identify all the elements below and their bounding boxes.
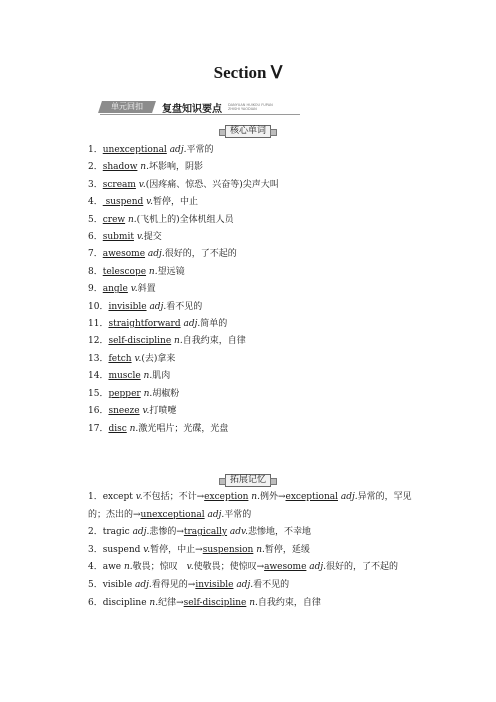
vocab-item — [88, 281, 279, 298]
part-of-speech: v. — [135, 492, 143, 502]
part-of-speech: n. — [248, 492, 260, 502]
part-of-speech: adj. — [135, 579, 152, 590]
vocab-number: 1． — [88, 145, 103, 155]
vocab-number: 9． — [88, 284, 103, 295]
vocab-pos: adj. — [169, 145, 187, 155]
extend-text: 使敬畏；使惊叹→ — [193, 562, 265, 573]
derived-word: invisible — [195, 579, 234, 590]
part-of-speech: n. — [246, 597, 258, 608]
part-of-speech: adj. — [204, 509, 225, 520]
part-of-speech: v. — [186, 562, 194, 573]
vocab-number: 8． — [88, 266, 103, 277]
core-words-list — [88, 142, 279, 438]
vocab-number: 15． — [88, 388, 109, 399]
vocab-pos: v. — [142, 406, 150, 417]
extend-text: 2．tragic — [88, 527, 133, 538]
core-words-header: 核心单词 — [225, 125, 271, 138]
vocab-word: disc — [108, 423, 127, 434]
vocab-number: 12． — [88, 336, 109, 347]
vocab-number: 2． — [88, 162, 103, 173]
vocab-word: self-discipline — [108, 336, 172, 347]
extend-text: 纪律→ — [158, 597, 184, 608]
vocab-meaning: (因疼痛、惊恐、兴奋等)尖声大叫 — [145, 179, 279, 190]
page-title: Section Ⅴ — [213, 63, 283, 82]
vocab-pos: n. — [127, 214, 137, 225]
vocab-item — [88, 194, 279, 211]
extend-text: 例外→ — [259, 492, 286, 502]
vocab-item — [88, 351, 279, 368]
extend-text: 异常的，罕见的；杰出的→ — [88, 492, 412, 520]
vocab-item — [88, 386, 279, 403]
vocab-meaning: 平常的 — [186, 145, 214, 155]
banner-stripe-text: 单元回扣 — [111, 102, 143, 111]
banner-title: 复盘知识要点 — [162, 103, 222, 115]
vocab-item — [88, 142, 279, 159]
vocab-number: 6． — [88, 232, 103, 243]
vocab-pos: n. — [174, 336, 183, 347]
vocab-item — [88, 368, 279, 385]
vocab-item — [88, 246, 279, 263]
vocab-number: 14． — [88, 371, 109, 382]
vocab-meaning: 暂停，中止 — [153, 197, 199, 208]
extend-text: 自我约束，自律 — [257, 597, 321, 608]
extend-text: 平常的 — [224, 509, 252, 520]
extend-text: 悲惨地，不幸地 — [247, 527, 311, 538]
vocab-number: 7． — [88, 249, 103, 260]
vocab-number: 3． — [88, 179, 103, 190]
vocab-meaning: 简单的 — [200, 319, 228, 330]
vocab-word: muscle — [108, 371, 141, 382]
part-of-speech: v. — [143, 544, 151, 555]
vocab-item — [88, 159, 279, 176]
vocab-pos: n. — [143, 371, 153, 382]
vocab-meaning: 看不见的 — [166, 301, 203, 312]
vocab-meaning: 斜置 — [137, 284, 156, 295]
vocab-pos: v. — [130, 284, 138, 295]
vocab-meaning: 很好的，了不起的 — [164, 249, 237, 260]
vocab-word: shadow — [102, 162, 138, 173]
vocab-word: awesome — [102, 249, 146, 260]
vocab-meaning: (飞机上的)全体机组人员 — [136, 214, 234, 225]
vocab-number: 4． — [88, 197, 103, 208]
derived-word: self-discipline — [183, 597, 247, 608]
vocab-word: scream — [102, 179, 136, 190]
vocab-item — [88, 316, 279, 333]
vocab-pos: n. — [140, 162, 149, 173]
part-of-speech: adv. — [227, 527, 248, 538]
vocab-number: 13． — [88, 353, 109, 364]
vocab-number: 5． — [88, 214, 103, 225]
vocab-number: 16． — [88, 406, 109, 417]
vocab-meaning: (去)拿来 — [141, 353, 176, 364]
derived-word: exception — [204, 492, 249, 502]
extend-text: 1．except — [88, 492, 136, 502]
part-of-speech: adj. — [132, 527, 150, 538]
derived-word: tragically — [183, 527, 228, 538]
vocab-item — [88, 229, 279, 246]
part-of-speech: adj. — [233, 579, 254, 590]
core-words-tag — [0, 125, 496, 138]
extend-text: 暂停，延缓 — [264, 544, 310, 555]
vocab-item — [88, 299, 279, 316]
vocab-pos: v. — [134, 353, 142, 364]
part-of-speech: n. — [123, 562, 133, 573]
vocab-pos: adj. — [147, 249, 165, 260]
vocab-pos: n. — [148, 266, 158, 277]
extend-text: 6．discipline — [88, 597, 150, 608]
vocab-word: unexceptional — [102, 145, 167, 155]
vocab-pos: v. — [146, 197, 154, 208]
vocab-pos: n. — [129, 423, 139, 434]
extend-item — [78, 489, 418, 524]
vocab-pos: v. — [138, 179, 146, 190]
vocab-word: pepper — [108, 388, 141, 399]
vocab-number: 11． — [88, 319, 109, 330]
vocab-word: straightforward — [108, 319, 181, 330]
part-of-speech: adj. — [337, 492, 358, 502]
extend-header: 拓展记忆 — [225, 474, 271, 487]
extend-item — [78, 542, 418, 560]
extend-text: 不包括；不计→ — [142, 492, 205, 502]
vocab-word: angle — [102, 284, 128, 295]
derived-word: unexceptional — [140, 509, 205, 520]
extend-item — [78, 595, 418, 613]
part-of-speech: adj. — [306, 562, 327, 573]
vocab-word: suspend — [102, 197, 144, 208]
unit-review-banner — [100, 100, 280, 114]
vocab-number: 10． — [88, 301, 109, 312]
vocab-word: crew — [102, 214, 126, 225]
vocab-item — [88, 403, 279, 420]
extend-list — [78, 489, 418, 612]
extend-tag — [0, 474, 496, 487]
vocab-pos: n. — [143, 388, 153, 399]
extend-text: 敬畏；惊叹 — [132, 562, 187, 573]
vocab-meaning: 提交 — [143, 232, 162, 243]
vocab-meaning: 自我约束，自律 — [182, 336, 246, 347]
vocab-word: invisible — [108, 301, 147, 312]
vocab-pos: v. — [136, 232, 144, 243]
vocab-meaning: 胡椒粉 — [152, 388, 180, 399]
extend-text: 5．visible — [88, 579, 136, 590]
derived-word: exceptional — [285, 492, 338, 502]
derived-word: suspension — [202, 544, 254, 555]
derived-word: awesome — [264, 562, 307, 573]
vocab-meaning: 激光唱片；光碟，光盘 — [138, 423, 229, 434]
extend-text: 很好的，了不起的 — [326, 562, 399, 573]
extend-item — [78, 559, 418, 577]
vocab-pos: adj. — [149, 301, 167, 312]
banner-stripe — [98, 101, 156, 113]
part-of-speech: n. — [253, 544, 265, 555]
vocab-word: telescope — [102, 266, 147, 277]
vocab-pos: adj. — [183, 319, 201, 330]
vocab-word: sneeze — [108, 406, 140, 417]
extend-item — [78, 524, 418, 542]
extend-item — [78, 577, 418, 595]
vocab-item — [88, 333, 279, 350]
vocab-meaning: 望远镜 — [157, 266, 185, 277]
vocab-word: submit — [102, 232, 134, 243]
part-of-speech: n. — [149, 597, 159, 608]
vocab-item — [88, 264, 279, 281]
vocab-word: fetch — [108, 353, 132, 364]
extend-text: 4．awe — [88, 562, 124, 573]
extend-text: 悲惨的→ — [149, 527, 184, 538]
vocab-item — [88, 177, 279, 194]
vocab-item — [88, 421, 279, 438]
extend-text: 看得见的→ — [151, 579, 196, 590]
banner-subtitle: DANYUAN HUIKOU FUPAN ZHISHI YAODIAN — [228, 103, 273, 111]
banner-rule — [100, 114, 300, 115]
vocab-meaning: 打喷嚏 — [149, 406, 177, 417]
vocab-number: 17． — [88, 423, 109, 434]
extend-text: 3．suspend — [88, 544, 144, 555]
extend-text: 看不见的 — [253, 579, 290, 590]
vocab-meaning: 肌肉 — [152, 371, 171, 382]
vocab-meaning: 坏影响，阴影 — [148, 162, 203, 173]
extend-text: 暂停，中止→ — [150, 544, 203, 555]
vocab-item — [88, 212, 279, 229]
